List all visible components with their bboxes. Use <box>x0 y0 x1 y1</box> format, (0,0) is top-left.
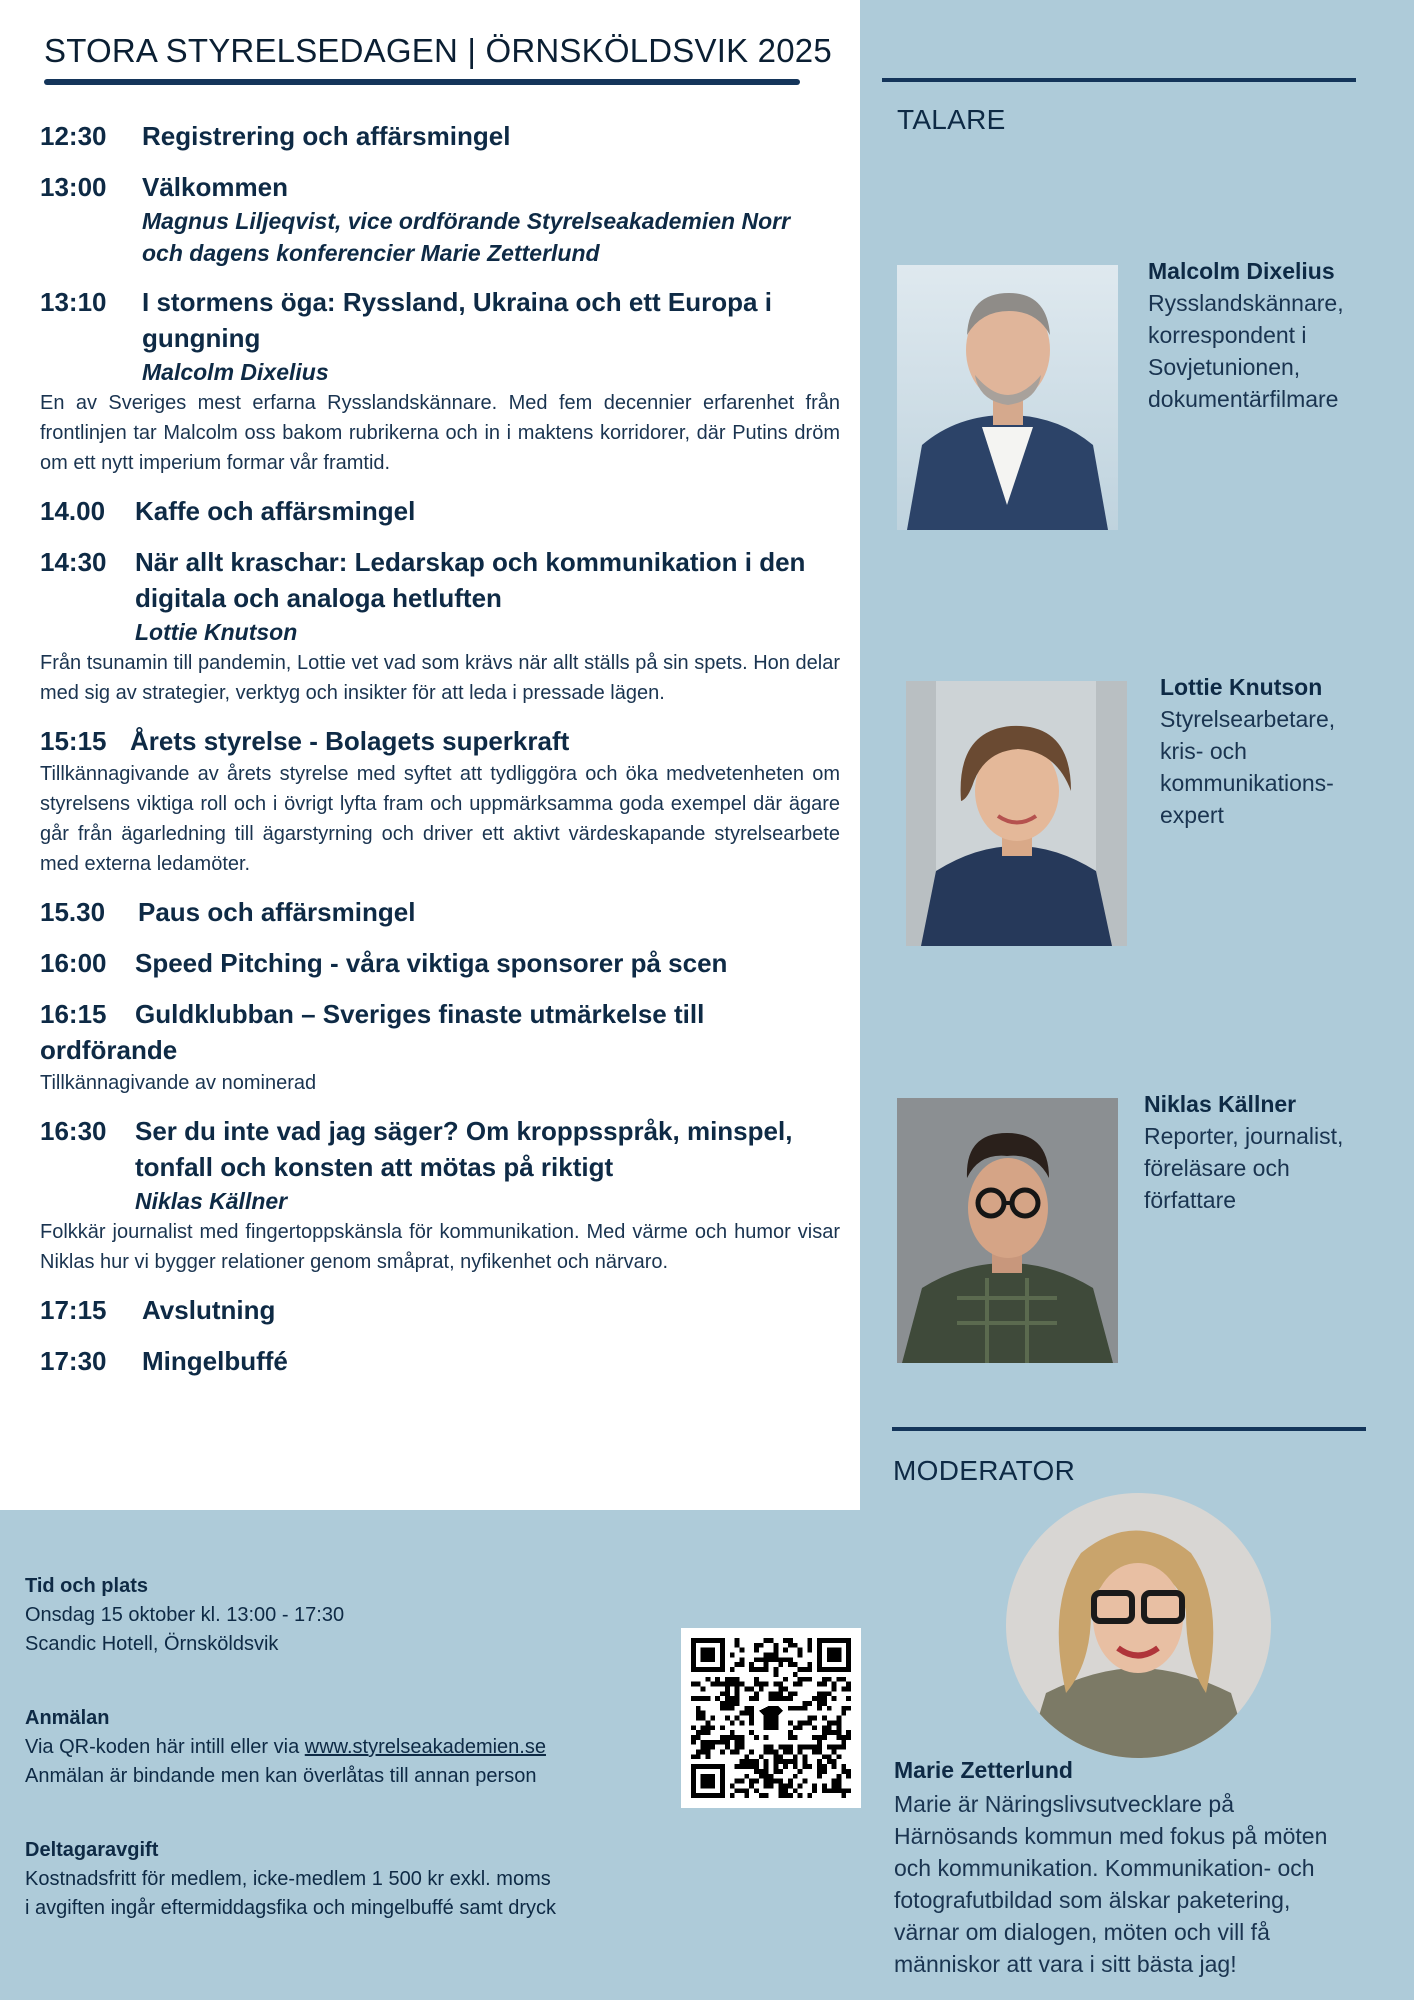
agenda-time: 16:15 <box>40 999 107 1029</box>
speaker-card-malcolm-dixelius <box>1148 255 1388 415</box>
speaker-role: Reporter, journalist, <box>1144 1123 1344 1149</box>
moderator-divider <box>892 1427 1366 1431</box>
speaker-role: expert <box>1160 802 1224 828</box>
event-date: Onsdag 15 oktober kl. 13:00 - 17:30 <box>25 1604 345 1626</box>
speaker-role: dokumentärfilmare <box>1148 386 1339 412</box>
moderator-description-line: värnar om dialogen, möten och vill få <box>894 1919 1270 1945</box>
agenda-item <box>40 284 840 478</box>
moderator-description-line: fotografutbildad som älskar paketering, <box>894 1887 1291 1913</box>
qr-code-pattern <box>691 1638 851 1798</box>
agenda-item <box>40 894 840 930</box>
speaker-role: Styrelsearbetare, <box>1160 706 1336 732</box>
speaker-role: kommunikations- <box>1160 770 1334 796</box>
registration-qr-code[interactable] <box>681 1628 861 1808</box>
agenda-title: I stormens öga: Ryssland, Ukraina och ett Europa i gungning <box>142 287 772 353</box>
agenda-title: Avslutning <box>142 1295 276 1325</box>
speaker-role: Sovjetunionen, <box>1148 354 1301 380</box>
speaker-photo-malcolm-dixelius <box>897 265 1118 530</box>
agenda-item <box>40 996 840 1098</box>
agenda-title: Årets styrelse - Bolagets superkraft <box>130 726 570 756</box>
moderator-photo-marie-zetterlund <box>1006 1493 1271 1758</box>
fee-section <box>25 1836 685 1923</box>
agenda-title: Kaffe och affärsmingel <box>135 496 416 526</box>
speaker-role: föreläsare och <box>1144 1155 1290 1181</box>
agenda-speaker: Lottie Knutson <box>135 619 298 645</box>
speaker-role: författare <box>1144 1187 1237 1213</box>
moderator-heading: MODERATOR <box>893 1455 1076 1486</box>
speakers-heading: TALARE <box>897 104 1006 135</box>
agenda-item <box>40 169 840 269</box>
agenda-time: 13:10 <box>40 287 107 317</box>
agenda-description: Från tsunamin till pandemin, Lottie vet vad som krävs när allt ställs på sin spets. Hon delar med sig av strategier, verktyg och insikter för att leda i pressade lägen. <box>40 652 840 704</box>
event-venue: Scandic Hotell, Örnsköldsvik <box>25 1633 279 1655</box>
agenda-panel <box>0 0 860 1510</box>
agenda-item <box>40 1343 840 1379</box>
agenda-title: Välkommen <box>142 172 288 202</box>
time-place-heading: Tid och plats <box>25 1575 148 1597</box>
agenda-speaker: Niklas Källner <box>135 1188 288 1214</box>
agenda-time: 16:30 <box>40 1116 107 1146</box>
speaker-role: korrespondent i <box>1148 322 1307 348</box>
moderator-name: Marie Zetterlund <box>894 1757 1073 1783</box>
agenda-item <box>40 945 840 981</box>
fee-line: i avgiften ingår eftermiddagsfika och mingelbuffé samt dryck <box>25 1897 557 1919</box>
registration-section <box>25 1704 685 1791</box>
agenda-description: En av Sveriges mest erfarna Rysslandskännare. Med fem decennier erfarenhet från frontlinjen tar Malcolm oss bakom rubrikerna och in i maktens korridorer, där Putins dröm om ett nytt imperium formar vår framtid. <box>40 392 840 474</box>
speakers-divider <box>882 78 1356 82</box>
moderator-description <box>894 1788 1394 1980</box>
agenda-time: 14:30 <box>40 547 107 577</box>
agenda-item <box>40 1292 840 1328</box>
agenda-title: Ser du inte vad jag säger? Om kroppsspråk, minspel, tonfall och konsten att mötas på riktigt <box>135 1116 793 1182</box>
agenda-time: 15:15 <box>40 726 107 756</box>
agenda-time: 14.00 <box>40 496 106 526</box>
speaker-name: Lottie Knutson <box>1160 674 1323 700</box>
agenda-time: 17:30 <box>40 1346 107 1376</box>
registration-note: Anmälan är bindande men kan överlåtas till annan person <box>25 1765 537 1787</box>
agenda-time: 17:15 <box>40 1295 107 1325</box>
registration-link[interactable]: www.styrelseakademien.se <box>304 1736 546 1758</box>
agenda-item <box>40 723 840 879</box>
agenda-title: Speed Pitching - våra viktiga sponsorer på scen <box>135 948 728 978</box>
agenda-item <box>40 544 840 708</box>
agenda-title: När allt kraschar: Ledarskap och kommunikation i den digitala och analoga hetluften <box>135 547 806 613</box>
agenda-time: 16:00 <box>40 948 107 978</box>
agenda-speaker: Malcolm Dixelius <box>142 359 329 385</box>
agenda-time: 13:00 <box>40 172 107 202</box>
agenda-title: Registrering och affärsmingel <box>142 121 511 151</box>
agenda-description: Tillkännagivande av nominerad <box>40 1072 317 1094</box>
agenda-title-text: Guldklubban – Sveriges finaste utmärkelse till ordförande <box>40 999 705 1065</box>
speaker-card-niklas-kallner <box>1144 1088 1384 1216</box>
speaker-name: Niklas Källner <box>1144 1091 1297 1117</box>
agenda-title: Mingelbuffé <box>142 1346 288 1376</box>
registration-heading: Anmälan <box>25 1707 110 1729</box>
agenda-list <box>40 118 840 1394</box>
agenda-description: Folkkär journalist med fingertoppskänsla för kommunikation. Med värme och humor visar Niklas hur vi bygger relationer genom småprat, nyfikenhet och närvaro. <box>40 1221 840 1273</box>
agenda-description: Tillkännagivande av årets styrelse med syftet att tydliggöra och öka medvetenheten om styrelsens viktiga roll och i övrigt lyfta fram och uppmärksamma goda exempel där ägare går från ägarledning till ägarstyrning och driver ett aktivt värdeskapande styrelsearbete med externa ledamöter. <box>40 763 840 875</box>
title-underline <box>44 79 800 85</box>
speaker-name: Malcolm Dixelius <box>1148 258 1335 284</box>
moderator-description-line: och kommunikation. Kommunikation- och <box>894 1855 1315 1881</box>
agenda-item <box>40 1113 840 1277</box>
time-place-section <box>25 1572 685 1659</box>
agenda-speaker: och dagens konferencier Marie Zetterlund <box>142 240 600 266</box>
speaker-photo-niklas-kallner <box>897 1098 1118 1363</box>
agenda-title: Paus och affärsmingel <box>138 897 416 927</box>
moderator-description-line: Härnösands kommun med fokus på möten <box>894 1823 1328 1849</box>
registration-prefix: Via QR-koden här intill eller via <box>25 1736 305 1758</box>
speaker-photo-lottie-knutson <box>906 681 1127 946</box>
moderator-description-line: Marie är Näringslivsutvecklare på <box>894 1791 1235 1817</box>
agenda-time: 15.30 <box>40 897 106 927</box>
speaker-card-lottie-knutson <box>1160 671 1400 831</box>
registration-line <box>25 1733 685 1762</box>
fee-line: Kostnadsfritt för medlem, icke-medlem 1 500 kr exkl. moms <box>25 1868 551 1890</box>
speaker-role: Rysslandskännare, <box>1148 290 1344 316</box>
agenda-time: 12:30 <box>40 121 107 151</box>
fee-heading: Deltagaravgift <box>25 1839 159 1861</box>
speaker-role: kris- och <box>1160 738 1247 764</box>
page-title: STORA STYRELSEDAGEN | ÖRNSKÖLDSVIK 2025 <box>44 32 832 69</box>
agenda-title <box>40 996 720 1068</box>
agenda-speaker: Magnus Liljeqvist, vice ordförande Styrelseakademien Norr <box>142 208 791 234</box>
moderator-description-line: människor att vara i sitt bästa jag! <box>894 1951 1237 1977</box>
agenda-item <box>40 118 840 154</box>
agenda-item <box>40 493 840 529</box>
